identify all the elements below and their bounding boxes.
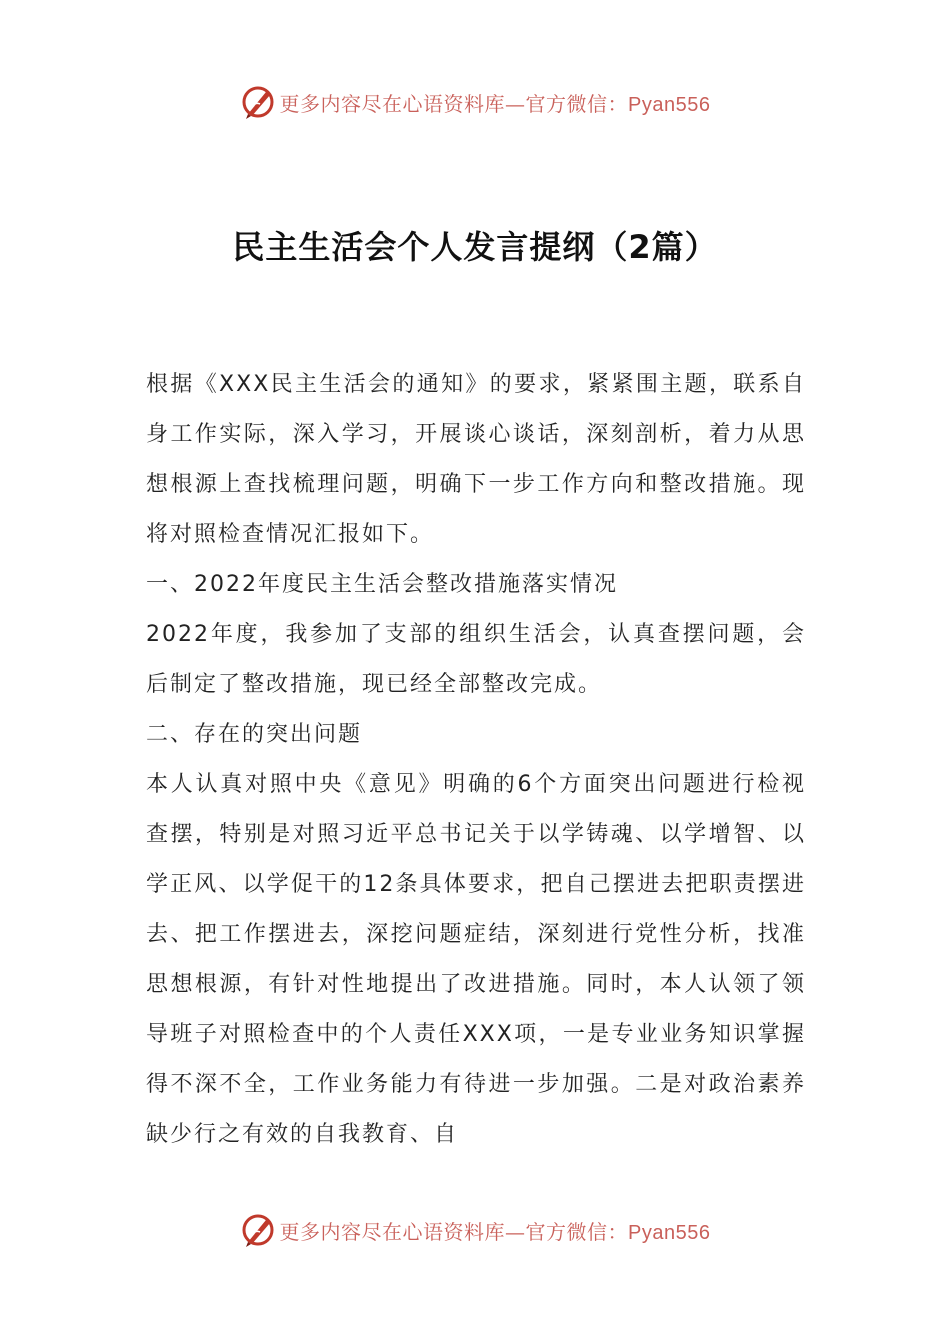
pen-circle-logo-icon [240, 84, 276, 120]
pen-circle-logo-icon [240, 1212, 276, 1248]
body-paragraph: 2022年度，我参加了支部的组织生活会，认真查摆问题，会后制定了整改措施，现已经全部整改完成。 [146, 622, 806, 697]
banner-text: 更多内容尽在心语资料库—官方微信：Pyan556 [279, 91, 711, 116]
banner-text: 更多内容尽在心语资料库—官方微信：Pyan556 [279, 1219, 711, 1244]
body-paragraph: 本人认真对照中央《意见》明确的6个方面突出问题进行检视查摆，特别是对照习近平总书记关于以学铸魂、以学增智、以学正风、以学促干的12条具体要求，把自己摆进去把职责摆进去、把工作摆进去，深挖问题症结，深刻进行党性分析，找准思想根源，有针对性地提出了改进措施。同时，本人认领了领导班子对照检查中的个人责任XXX项，一是专业业务知识掌握得不深不全，工作业务能力有待进一步加强。二是对政治素养缺少行之有效的自我教育、自 [146, 772, 806, 1147]
section-heading: 二、存在的突出问题 [146, 722, 363, 747]
header-watermark-banner [0, 84, 950, 120]
document-title: 民主生活会个人发言提纲（2篇） [232, 228, 718, 266]
footer-watermark-banner [0, 1212, 950, 1248]
section-heading: 一、2022年度民主生活会整改措施落实情况 [146, 572, 618, 597]
body-paragraph: 根据《XXX民主生活会的通知》的要求，紧紧围主题，联系自身工作实际，深入学习，开展谈心谈话，深刻剖析，着力从思想根源上查找梳理问题，明确下一步工作方向和整改措施。现将对照检查情况汇报如下。 [146, 372, 806, 547]
document-body [146, 360, 806, 1160]
